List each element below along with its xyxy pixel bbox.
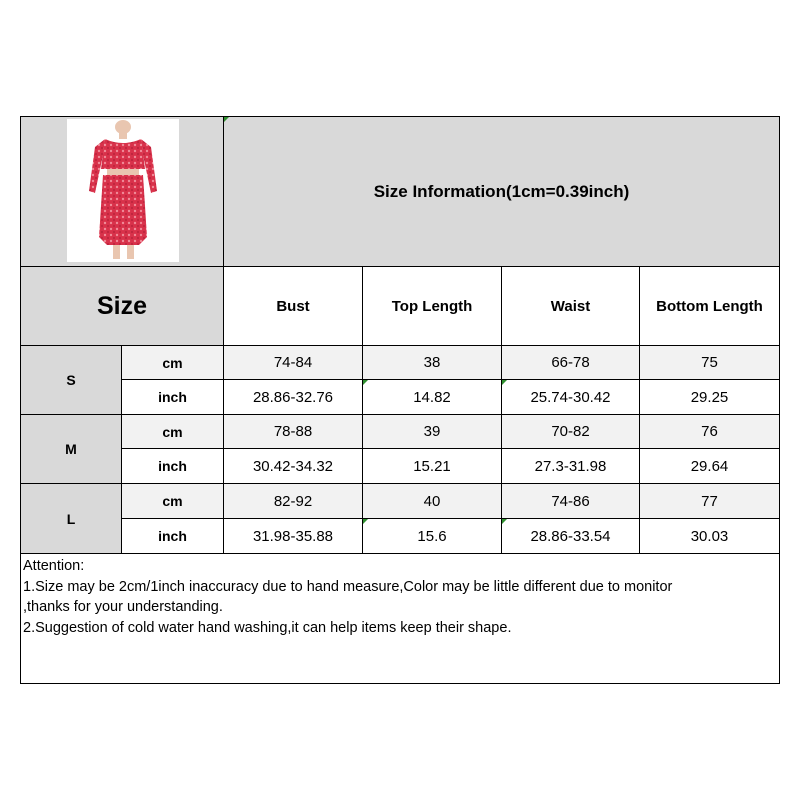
table-cell <box>223 448 363 484</box>
attention-notes <box>20 553 780 684</box>
cell-value: 77 <box>701 492 718 510</box>
cell-value: 75 <box>701 354 718 371</box>
unit-cell <box>121 483 224 519</box>
table-cell <box>223 414 363 449</box>
unit-cell <box>121 414 224 449</box>
cell-marker <box>502 380 507 385</box>
table-cell <box>501 345 640 380</box>
cell-value: 78-88 <box>273 423 313 440</box>
unit-label: cm <box>162 493 183 509</box>
table-cell <box>639 518 780 554</box>
table-cell <box>223 345 363 380</box>
unit-cell <box>121 345 224 380</box>
table-cell <box>639 414 780 449</box>
table-cell <box>362 448 502 484</box>
cell-value: 74-86 <box>551 492 590 510</box>
cell-value: 76 <box>701 423 718 440</box>
cell-value: 15.21 <box>413 457 451 475</box>
table-cell <box>501 414 640 449</box>
cell-marker <box>363 519 368 524</box>
table-cell <box>362 483 502 519</box>
column-header-bottom-length <box>639 266 780 346</box>
cell-value: 30.42-34.32 <box>252 457 334 475</box>
table-cell <box>223 483 363 519</box>
table-cell <box>639 379 780 415</box>
table-cell <box>639 483 780 519</box>
size-s-cell <box>20 345 122 415</box>
size-label: L <box>66 510 76 527</box>
table-cell <box>639 448 780 484</box>
unit-cell <box>121 448 224 484</box>
size-header: Size <box>96 291 148 320</box>
cell-value: 31.98-35.88 <box>252 527 334 545</box>
column-label: Waist <box>550 297 591 315</box>
column-label: Bottom Length <box>656 297 763 315</box>
unit-cell <box>121 518 224 554</box>
cell-value: 39 <box>423 423 441 440</box>
notes-line: 1.Size may be 2cm/1inch inaccuracy due to hand measure,Color may be little different due to monitor <box>23 578 673 595</box>
table-cell <box>501 518 640 554</box>
cell-value: 66-78 <box>551 354 590 371</box>
table-cell <box>223 518 363 554</box>
cell-value: 29.64 <box>690 457 729 475</box>
table-cell <box>639 345 780 380</box>
size-header-cell <box>20 266 224 346</box>
cell-value: 38 <box>423 354 441 371</box>
column-label: Bust <box>276 297 310 315</box>
table-cell <box>501 483 640 519</box>
cell-value: 27.3-31.98 <box>534 457 607 475</box>
cell-marker <box>502 519 507 524</box>
size-m-cell <box>20 414 122 484</box>
table-cell <box>362 518 502 554</box>
cell-value: 82-92 <box>273 492 313 510</box>
cell-value: 70-82 <box>551 423 590 440</box>
cell-value: 29.25 <box>690 388 729 406</box>
unit-label: cm <box>162 423 183 440</box>
cell-marker <box>363 380 368 385</box>
cell-value: 28.86-32.76 <box>252 388 334 406</box>
table-cell <box>362 379 502 415</box>
size-l-cell <box>20 483 122 554</box>
size-label: S <box>66 372 76 388</box>
cell-value: 28.86-33.54 <box>530 527 611 545</box>
column-header-bust <box>223 266 363 346</box>
unit-label: inch <box>158 528 187 544</box>
unit-label: inch <box>158 389 187 405</box>
table-cell <box>501 448 640 484</box>
column-header-top-length <box>362 266 502 346</box>
column-label: Top Length <box>391 297 473 315</box>
size-info-title-cell <box>223 116 780 267</box>
cell-value: 15.6 <box>417 527 447 545</box>
notes-heading: Attention: <box>23 558 85 574</box>
cell-value: 25.74-30.42 <box>530 388 611 406</box>
size-label: M <box>65 441 77 457</box>
notes-line: 2.Suggestion of cold water hand washing,it can help items keep their shape. <box>23 619 512 636</box>
table-cell <box>223 379 363 415</box>
size-info-title: Size Information(1cm=0.39inch) <box>373 181 630 201</box>
unit-cell <box>121 379 224 415</box>
unit-label: inch <box>158 458 187 474</box>
table-cell <box>362 414 502 449</box>
table-cell <box>362 345 502 380</box>
cell-value: 74-84 <box>273 354 313 371</box>
cell-marker <box>224 117 229 122</box>
notes-line: ,thanks for your understanding. <box>23 599 223 615</box>
product-photo <box>67 119 179 262</box>
table-cell <box>501 379 640 415</box>
unit-label: cm <box>162 354 183 371</box>
dress-illustration <box>67 119 179 262</box>
cell-value: 14.82 <box>413 388 451 406</box>
cell-value: 40 <box>423 492 441 510</box>
column-header-waist <box>501 266 640 346</box>
cell-value: 30.03 <box>690 527 729 545</box>
